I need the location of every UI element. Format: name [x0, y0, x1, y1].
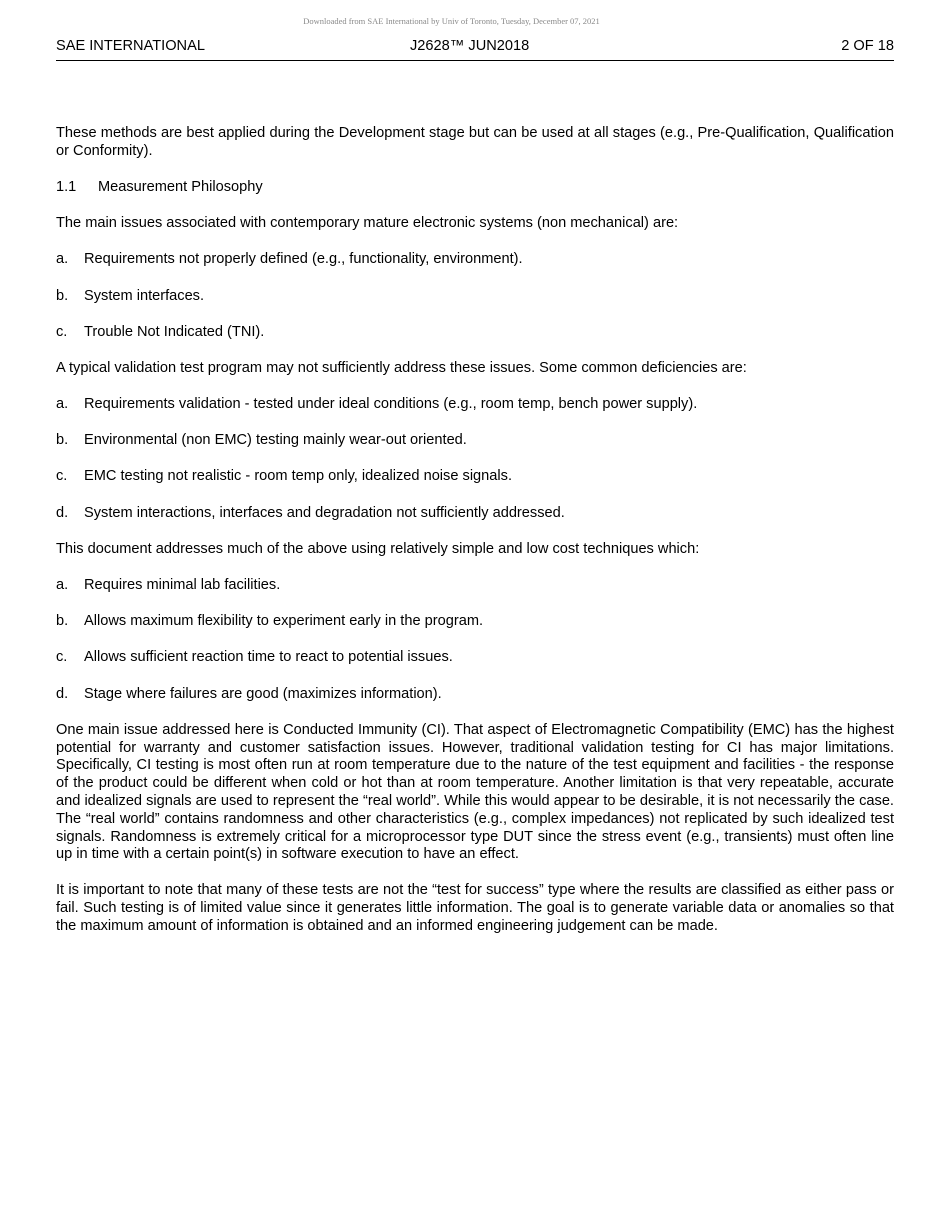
section-number: 1.1	[56, 178, 77, 195]
list-marker: c.	[56, 468, 68, 485]
document-body	[56, 125, 894, 936]
list-item-text: System interfaces.	[84, 287, 205, 304]
list-marker: b.	[56, 432, 69, 449]
download-watermark: Downloaded from SAE International by Univ of Toronto, Tuesday, December 07, 2021	[303, 16, 600, 26]
conducted-immunity-paragraph: One main issue addressed here is Conducted Immunity (CI). That aspect of Electromagnetic Compatibility (EMC) has the highest potential for warranty and customer satisfaction issues. However, traditional validation testing for CI has major limitations. Specifically, CI testing is most often run at room temperature due to the nature of the test equipment and facilities - the response of the product could be different when cold or hot than at room temperature. Another limitation is that very repeatable, accurate and idealized signals are used to represent the “real world”. While this would appear to be desirable, it is not necessarily the case. The “real world” contains randomness and other characteristics (e.g., complex impedances) not replicated by such idealized test signals. Randomness is extremely critical for a microprocessor type DUT since the stress event (e.g., transients) must often line up in time with a certain point(s) in software execution to have an effect.	[56, 721, 894, 863]
list-marker: b.	[56, 613, 69, 630]
list-marker: a.	[56, 577, 69, 594]
list-item-text: EMC testing not realistic - room temp only, idealized noise signals.	[84, 468, 512, 485]
list-item	[56, 649, 894, 667]
page-header	[56, 38, 894, 61]
list-marker: c.	[56, 323, 68, 340]
list-item-text: Requirements not properly defined (e.g., functionality, environment).	[84, 251, 523, 268]
list-marker: d.	[56, 504, 69, 521]
list-item-text: Requirements validation - tested under ideal conditions (e.g., room temp, bench power supply).	[84, 396, 698, 413]
list-item	[56, 505, 894, 523]
issues-lead-paragraph: The main issues associated with contemporary mature electronic systems (non mechanical) are:	[56, 215, 679, 232]
header-organization: SAE INTERNATIONAL	[56, 38, 205, 54]
list-marker: b.	[56, 287, 69, 304]
list-item	[56, 686, 894, 704]
list-marker: a.	[56, 396, 69, 413]
list-item-text: Requires minimal lab facilities.	[84, 577, 281, 594]
list-item	[56, 432, 894, 450]
list-item-text: Environmental (non EMC) testing mainly wear-out oriented.	[84, 432, 467, 449]
techniques-lead-paragraph: This document addresses much of the above using relatively simple and low cost techniques which:	[56, 540, 700, 557]
list-item	[56, 288, 894, 306]
header-page-number: 2 OF 18	[841, 38, 894, 54]
list-item	[56, 577, 894, 595]
list-item-text: Allows maximum flexibility to experiment early in the program.	[84, 613, 484, 630]
list-item	[56, 251, 894, 269]
list-item-text: Allows sufficient reaction time to react to potential issues.	[84, 649, 453, 666]
section-title: Measurement Philosophy	[98, 178, 263, 195]
list-item-text: System interactions, interfaces and degradation not sufficiently addressed.	[84, 504, 565, 521]
header-document-id: J2628™ JUN2018	[410, 38, 530, 54]
list-item	[56, 396, 894, 414]
list-item-text: Stage where failures are good (maximizes information).	[84, 685, 442, 702]
list-item	[56, 613, 894, 631]
list-marker: a.	[56, 251, 69, 268]
list-item	[56, 468, 894, 486]
section-heading	[56, 179, 894, 197]
intro-paragraph: These methods are best applied during the Development stage but can be used at all stages (e.g., Pre-Qualification, Qualification or Conformity).	[56, 125, 894, 159]
deficiencies-lead-paragraph: A typical validation test program may not sufficiently address these issues. Some common deficiencies are:	[56, 359, 747, 376]
list-item-text: Trouble Not Indicated (TNI).	[84, 323, 265, 340]
list-marker: d.	[56, 685, 69, 702]
list-item	[56, 324, 894, 342]
testing-note-paragraph: It is important to note that many of these tests are not the “test for success” type where the results are classified as either pass or fail. Such testing is of limited value since it generates little information. The goal is to generate variable data or anomalies so that the maximum amount of information is obtained and an informed engineering judgement can be made.	[56, 882, 894, 934]
list-marker: c.	[56, 649, 68, 666]
